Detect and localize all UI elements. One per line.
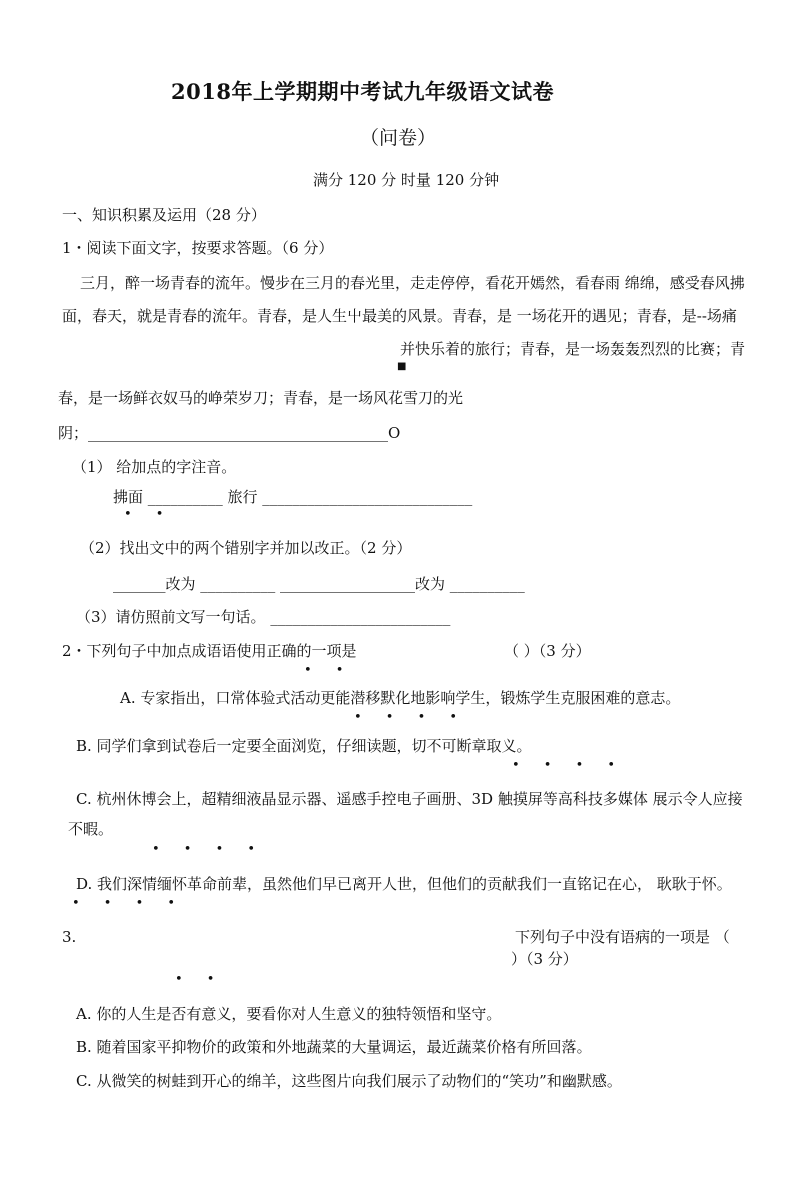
question-3-number: 3. [62, 928, 77, 946]
square-marker: ■ [397, 361, 407, 372]
section-heading: 一、知识积累及运用（28 分） [62, 206, 266, 224]
q2-option-b: B. 同学们拿到试卷后一定要全面浏览，仔细读题，切不可断章取义。 [76, 737, 532, 755]
emphasis-dots: • • • • [72, 896, 186, 911]
question-1-stem: 1・阅读下面文字，按要求答题。（6 分） [62, 239, 334, 257]
emphasis-dots: • • • • [354, 710, 468, 725]
q1-sub2-blanks: _______改为 __________ __________________改为 __________ [113, 575, 525, 593]
q1-sub2: （2）找出文中的两个错别字并加以改正。（2 分） [80, 539, 412, 557]
emphasis-dots: • • [304, 663, 354, 678]
q1-passage-line-1: 三月，醉一场青春的流年。慢步在三月的春光里，走走停停，看花开嫣然，看春雨 绵绵，感受春风拂 [80, 274, 745, 292]
q2-option-c-line-2: 不暇。 [68, 820, 114, 838]
q2-option-d: D. 我们深情缅怀革命前辈，虽然他们早已离开人世，但他们的贡献我们一直铭记在心， 耿耿于怀。 [76, 875, 732, 893]
page-title: 2018年上学期期中考试九年级语文试卷 [171, 79, 554, 104]
emphasis-dots: • • • • [512, 758, 626, 773]
question-2-answer-paren: （ ）（3 分） [504, 642, 591, 660]
q1-sub1: （1） 给加点的字注音。 [72, 458, 237, 476]
q1-sub3: （3）请仿照前文写一句话。 ________________________ [76, 608, 451, 626]
page-subtitle: （问卷） [360, 127, 437, 149]
question-3-stem-line-2: ）（3 分） [511, 950, 578, 968]
q1-passage-line-4: 春，是一场鲜衣奴马的峥荣岁刀；青春，是一场风花雪刀的光 [58, 389, 464, 407]
question-2-stem: 2・下列句子中加点成语语使用正确的一项是 [62, 642, 357, 660]
q3-option-b: B. 随着国家平抑物价的政策和外地蔬菜的大量调运，最近蔬菜价格有所回落。 [76, 1038, 592, 1056]
score-time-line: 满分 120 分 时量 120 分钟 [313, 171, 500, 189]
q3-option-c: C. 从微笑的树蛙到开心的绵羊，这些图片向我们展示了动物们的“笑功”和幽默感。 [76, 1072, 622, 1090]
emphasis-dots: • • [124, 507, 174, 522]
q1-passage-line-3: 并快乐着的旅行；青春，是一场轰轰烈烈的比赛；青 [400, 340, 746, 358]
q3-option-a: A. 你的人生是否有意义，要看你对人生意义的独特领悟和坚守。 [76, 1005, 502, 1023]
q2-option-c-line-1: C. 杭州休博会上，超精细液晶显示器、遥感手控电子画册、3D 触摸屏等高科技多媒体 展示令人应接 [76, 790, 743, 808]
question-3-stem-line-1: 下列句子中没有语病的一项是 （ [515, 928, 730, 946]
q1-passage-line-5: 阴；________________________________________O [58, 424, 401, 442]
q1-passage-line-2: 面，春天，就是青春的流年。青春，是人生屮最美的风景。青春，是 一场花开的遇见；青春，是--场痛 [62, 307, 737, 325]
emphasis-dots: • • [175, 972, 225, 987]
q2-option-a: A. 专家指出，口常体验式活动更能潜移默化地影响学生，锻炼学生克服困难的意志。 [120, 689, 681, 707]
q1-sub1-blanks: 拂面 __________ 旅行 ____________________________ [113, 488, 473, 506]
emphasis-dots: • • • • [152, 842, 266, 857]
